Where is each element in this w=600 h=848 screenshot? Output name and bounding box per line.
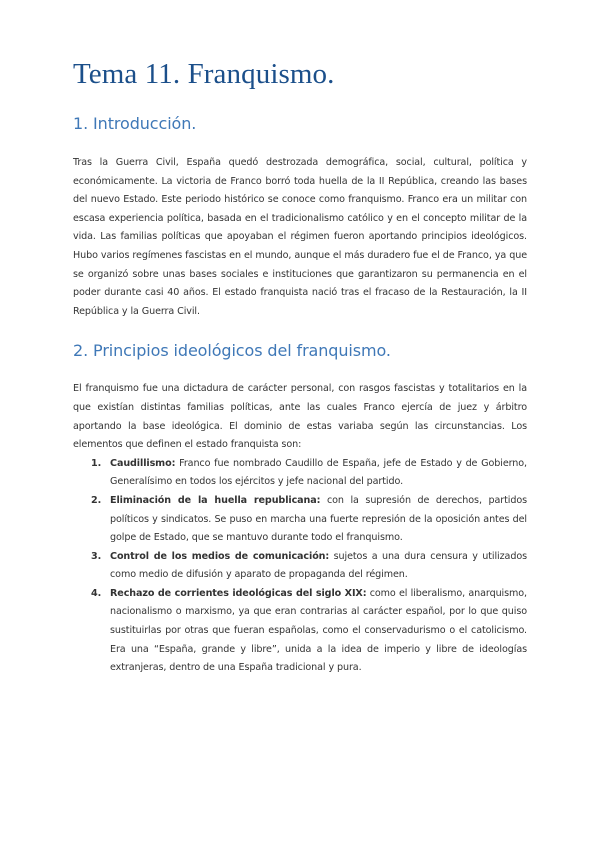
list-item-text: como el liberalismo, anarquismo, nacionalismo o marxismo, ya que eran contrarias al carácter español, por lo que quiso sustituirlas por otras que fueran españolas, como el conservadurismo o el catolicismo. Era una “España, grande y libre”, unida a la idea de imperio y libre de ideologías extranjeras, dentro de una España tradicional y pura. [110,587,527,674]
section-ideological-principles [73,340,527,678]
list-item-number: 3. [91,550,102,562]
list-item-text: con la supresión de derechos, partidos políticos y sindicatos. Se puso en marcha una fuerte represión de la oposición antes del golpe de Estado, que se mantuvo durante todo el franquismo. [110,494,527,544]
section-heading-principles: 2. Principios ideológicos del franquismo. [73,341,391,361]
list-item [73,585,527,678]
list-item-term: Control de los medios de comunicación: [110,550,330,562]
list-item-text: Franco fue nombrado Caudillo de España, jefe de Estado y de Gobierno, Generalísimo en todos los ejércitos y jefe nacional del partido. [110,457,527,488]
introduction-paragraph: Tras la Guerra Civil, España quedó destrozada demográfica, social, cultural, política y económicamente. La victoria de Franco borró toda huella de la II República, creando las bases del nuevo Estado. Este periodo histórico se conoce como franquismo. Franco era un militar con escasa experiencia política, basada en el tradicionalismo católico y en el concepto militar de la vida. Las familias políticas que apoyaban el régimen fueron aportando principios ideológicos. Hubo varios regímenes fascistas en el mundo, aunque el más duradero fue el de Franco, ya que se organizó sobre unas bases sociales e instituciones que garantizaron su permanencia en el poder durante casi 40 años. El estado franquista nació tras el fracaso de la Restauración, la II República y la Guerra Civil. [73,157,527,317]
section-introduction [73,113,527,321]
list-item-number: 2. [91,494,102,506]
list-item [73,548,527,585]
list-item-number: 4. [91,587,102,599]
section-heading-introduction: 1. Introducción. [73,114,197,133]
list-item-term: Rechazo de corrientes ideológicas del siglo XIX: [110,587,367,599]
document-title: Tema 11. Franquismo. [73,58,335,90]
list-item-number: 1. [91,457,102,469]
list-item-text: sujetos a una dura censura y utilizados como medio de difusión y aparato de propaganda del régimen. [110,550,527,581]
list-item-term: Caudillismo: [110,457,176,469]
list-item-term: Eliminación de la huella republicana: [110,494,321,506]
principles-intro-paragraph: El franquismo fue una dictadura de carácter personal, con rasgos fascistas y totalitarios en la que existían distintas familias políticas, ante las cuales Franco ejercía de juez y árbitro aportando la base ideológica. El dominio de estas variaba según las circunstancias. Los elementos que definen el estado franquista son: [73,383,527,451]
principles-list [73,455,527,678]
list-item [73,492,527,548]
list-item [73,455,527,492]
